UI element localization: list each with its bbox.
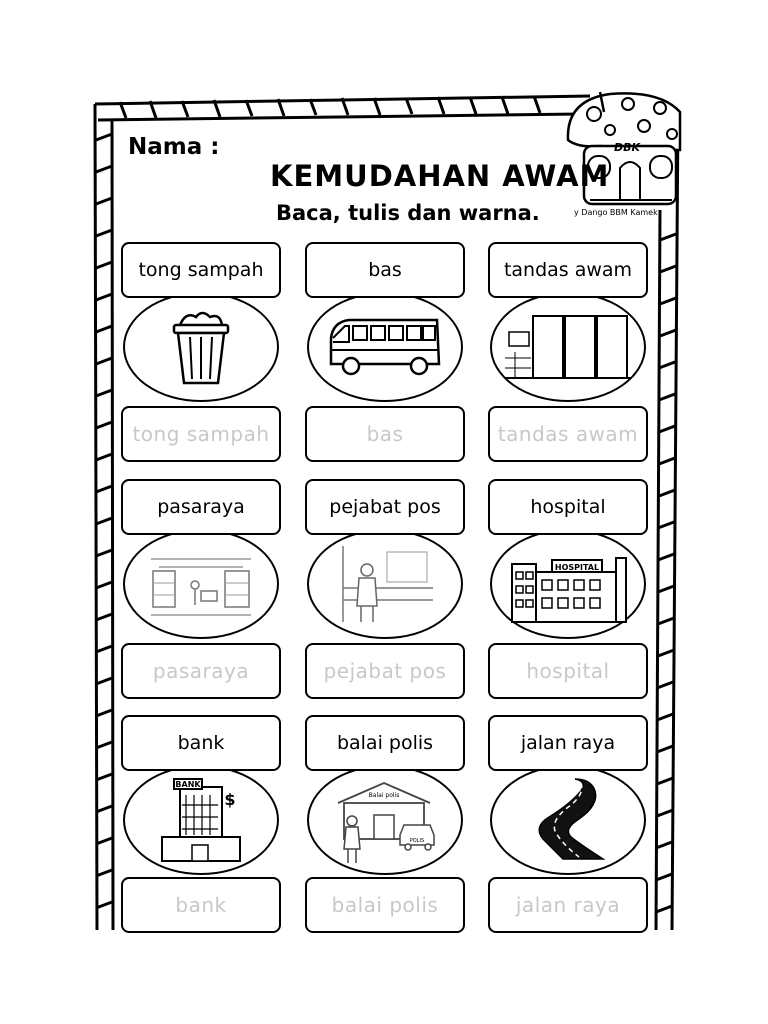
tracing-box[interactable]: bank [121, 877, 281, 933]
bank-icon [156, 775, 246, 865]
picture-frame [123, 292, 279, 402]
picture-frame [307, 765, 463, 875]
word-label: bas [305, 242, 465, 298]
post-office-icon [335, 544, 435, 624]
page-title: KEMUDAHAN AWAM [270, 159, 610, 193]
picture-frame [490, 765, 646, 875]
tracing-box[interactable]: hospital [488, 643, 648, 699]
picture-frame [490, 529, 646, 639]
word-label: pasaraya [121, 479, 281, 535]
word-label: balai polis [305, 715, 465, 771]
tracing-box[interactable]: balai polis [305, 877, 465, 933]
word-label: jalan raya [488, 715, 648, 771]
word-label: bank [121, 715, 281, 771]
picture-frame [307, 529, 463, 639]
trash-bin-icon [166, 307, 236, 387]
police-car-sign: POLIS [409, 838, 425, 844]
tracing-box[interactable]: bas [305, 406, 465, 462]
word-label: tong sampah [121, 242, 281, 298]
police-station-icon [330, 775, 440, 865]
tracing-box[interactable]: tandas awam [488, 406, 648, 462]
credit-text: y Dango BBM Kamek [574, 208, 658, 217]
road-icon [523, 775, 613, 865]
picture-frame [490, 292, 646, 402]
public-toilet-icon [503, 312, 633, 382]
word-label: tandas awam [488, 242, 648, 298]
instructions: Baca, tulis dan warna. [276, 201, 540, 225]
bank-sign: BANK [175, 780, 201, 789]
bus-icon [325, 312, 445, 382]
supermarket-icon [151, 549, 251, 619]
picture-frame [123, 529, 279, 639]
tracing-box[interactable]: jalan raya [488, 877, 648, 933]
tracing-box[interactable]: tong sampah [121, 406, 281, 462]
word-label: pejabat pos [305, 479, 465, 535]
tracing-box[interactable]: pejabat pos [305, 643, 465, 699]
svg-text:$: $ [224, 790, 236, 809]
name-label: Nama : [128, 134, 220, 160]
tracing-box[interactable]: pasaraya [121, 643, 281, 699]
picture-frame [123, 765, 279, 875]
hospital-sign: HOSPITAL [554, 563, 600, 572]
police-station-sign: Balai polis [368, 792, 400, 799]
word-label: hospital [488, 479, 648, 535]
picture-frame [307, 292, 463, 402]
hospital-icon [508, 544, 628, 624]
logo-text: DBK [614, 141, 641, 154]
